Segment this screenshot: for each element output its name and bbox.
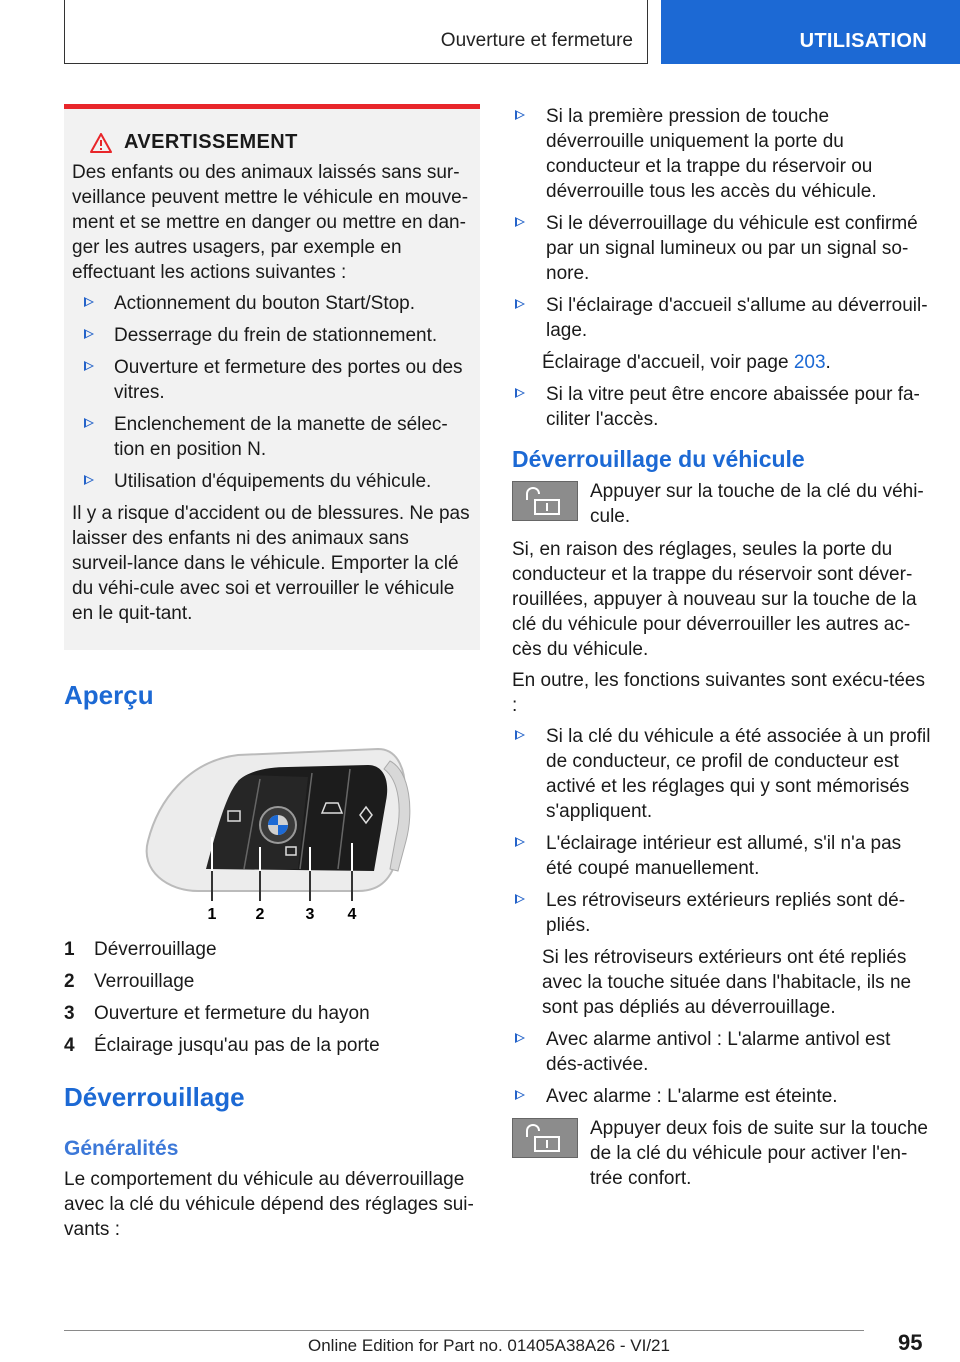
triangle-bullet-icon [515,217,525,227]
triangle-bullet-icon [84,297,94,307]
triangle-bullet-icon [515,299,525,309]
general-heading: Généralités [64,1137,179,1160]
list-item: Les rétroviseurs extérieurs repliés sont dé-pliés. [512,888,932,938]
triangle-bullet-icon [84,475,94,485]
page-number: 95 [898,1330,923,1355]
figure-label-4: 4 [347,906,357,921]
triangle-bullet-icon [515,1090,525,1100]
triangle-bullet-icon [515,388,525,398]
warning-box [64,104,480,650]
footer-divider [64,1330,864,1331]
unlock-para-1: Si, en raison des réglages, seules la porte du conducteur et la trappe du réservoir sont déver-rouillées, appuyer à nouveau sur la touche de la clé du véhicule pour déverrouiller les autres ac-cès du véhicule. [512,539,917,660]
triangle-bullet-icon [515,110,525,120]
warning-outro: Il y a risque d'accident ou de blessures. Ne pas laisser des enfants ni des animaux sans surveil-lance dans le véhicule. Emporter la clé du véhi-cule avec soi et verrouiller le véhicule en le quit-tant. [72,503,470,624]
welcome-light-reference: Éclairage d'accueil, voir page 203. [542,352,831,373]
warning-intro: Des enfants ou des animaux laissés sans sur-veillance peuvent mettre le véhicule en mouve-ment et se mettre en danger ou mettre en dan-ger les autres usagers, par exemple en effectuant les actions suivantes : [72,162,469,283]
unlock-button-icon [512,1118,578,1158]
header-section-box [64,0,648,64]
press-once-text: Appuyer sur la touche de la clé du véhi-cule. [590,481,924,527]
section-title: Ouverture et fermeture [440,30,633,51]
list-item: L'éclairage intérieur est allumé, s'il n'a pas été coupé manuellement. [512,831,932,881]
figure-label-2: 2 [255,906,265,921]
triangle-bullet-icon [84,418,94,428]
key-fob-illustration [128,741,418,921]
unlock-button-icon [512,481,578,521]
general-text: Le comportement du véhicule au déverrouillage avec la clé du véhicule dépend des réglages sui-vants : [64,1169,474,1240]
figure-label-3: 3 [305,906,315,921]
warning-list [72,291,472,494]
triangle-bullet-icon [515,894,525,904]
list-item: Avec alarme : L'alarme est éteinte. [512,1084,932,1109]
header-chapter-box [661,0,960,64]
alarm-list [512,1027,932,1109]
chapter-title: UTILISATION [799,30,927,52]
triangle-bullet-icon [515,730,525,740]
figure-label-1: 1 [207,906,217,921]
vehicle-unlock-heading: Déverrouillage du véhicule [512,446,805,472]
unlock-para-2: En outre, les fonctions suivantes sont exécu-tées : [512,670,925,716]
right-column [512,104,932,1199]
list-item: Si la première pression de touche déverrouille uniquement la porte du conducteur et la trappe du réservoir ou déverrouille tous les accès du véhicule. [512,104,932,204]
triangle-bullet-icon [84,329,94,339]
warning-title: AVERTISSEMENT [124,131,298,153]
triangle-bullet-icon [84,361,94,371]
list-item: Utilisation d'équipements du véhicule. [72,469,472,494]
settings-list [512,104,932,343]
legend-row: 3 Ouverture et fermeture du hayon [64,1003,370,1024]
warning-triangle-icon [90,133,112,153]
functions-list [512,724,932,938]
window-list [512,382,932,432]
press-twice-text: Appuyer deux fois de suite sur la touche de la clé du véhicule pour activer l'en-trée confort. [590,1118,928,1189]
list-item: Ouverture et fermeture des portes ou des vitres. [72,355,472,405]
mirror-note: Si les rétroviseurs extérieurs ont été repliés avec la touche située dans l'habitacle, ils ne sont pas dépliés au déverrouillage. [542,947,912,1018]
overview-heading: Aperçu [64,680,154,710]
list-item: Si la vitre peut être encore abaissée pour fa-ciliter l'accès. [512,382,932,432]
edition-text: Online Edition for Part no. 01405A38A26 - VI/21 [308,1336,670,1355]
legend-row: 1 Déverrouillage [64,939,217,960]
triangle-bullet-icon [515,837,525,847]
page-link[interactable]: 203 [793,352,826,373]
triangle-bullet-icon [515,1033,525,1043]
unlocking-heading: Déverrouillage [64,1082,245,1112]
list-item: Enclenchement de la manette de sélec-tion en position N. [72,412,472,462]
warning-header [90,131,472,154]
list-item: Si la clé du véhicule a été associée à un profil de conducteur, ce profil de conducteur est activé et les réglages qui y sont mémorisés s'appliquent. [512,724,932,824]
list-item: Desserrage du frein de stationnement. [72,323,472,348]
list-item: Si l'éclairage d'accueil s'allume au déverrouil-lage. [512,293,932,343]
press-once-row [512,479,932,529]
legend-row: 2 Verrouillage [64,971,195,992]
legend-row: 4 Éclairage jusqu'au pas de la porte [64,1035,380,1056]
list-item: Actionnement du bouton Start/Stop. [72,291,472,316]
figure-legend [64,937,480,1058]
press-twice-row [512,1116,932,1191]
list-item: Si le déverrouillage du véhicule est confirmé par un signal lumineux ou par un signal so-nore. [512,211,932,286]
list-item: Avec alarme antivol : L'alarme antivol est dés-activée. [512,1027,932,1077]
left-column [64,104,480,1248]
